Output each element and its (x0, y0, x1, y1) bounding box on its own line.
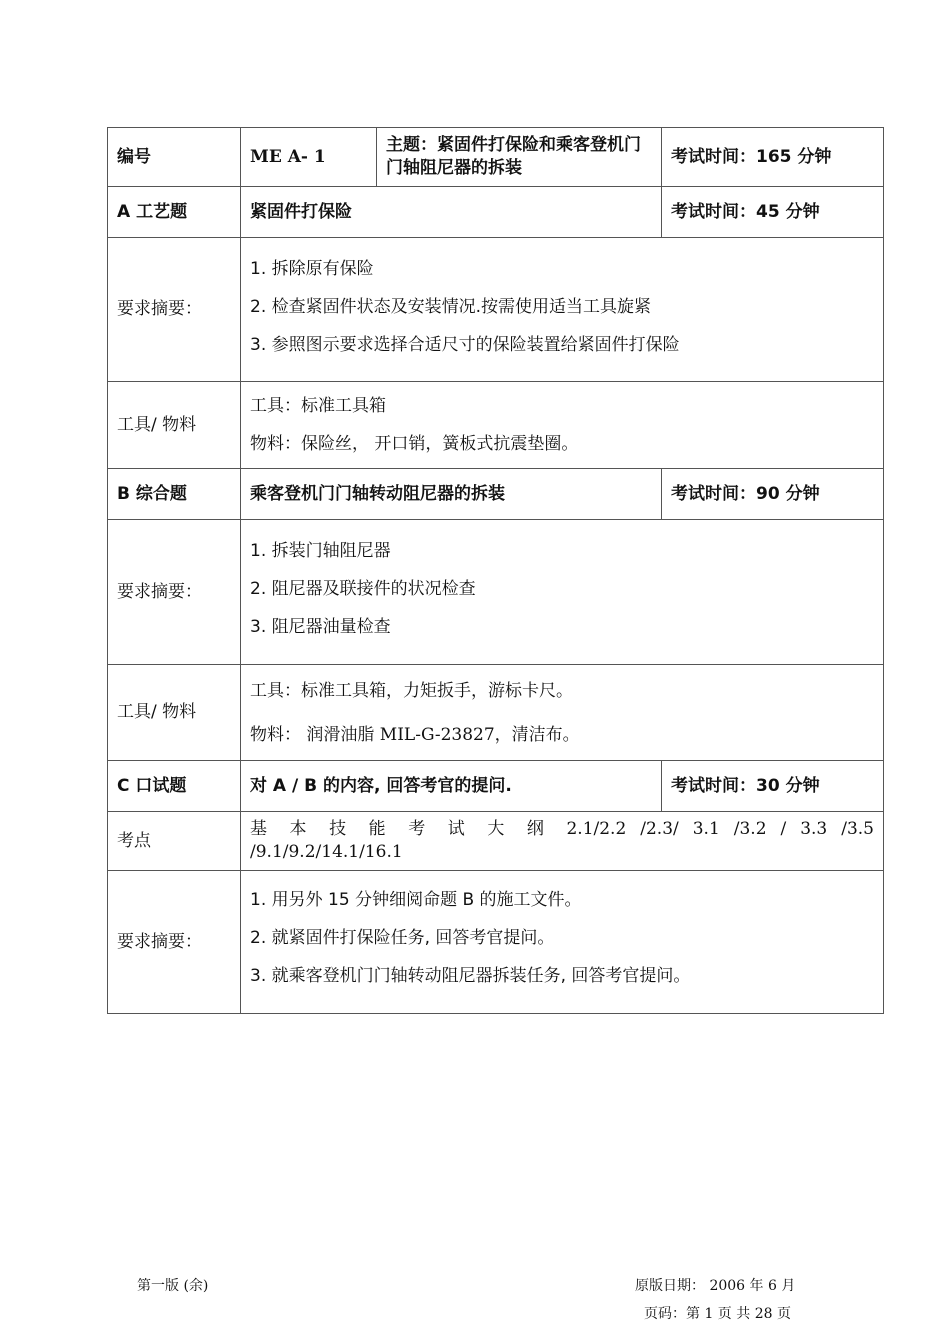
points-line-2: /9.1/9.2/14.1/16.1 (250, 842, 403, 862)
list-item: 3. 阻尼器油量检查 (250, 617, 391, 637)
section-c-points (241, 812, 884, 871)
section-b-tools-row (108, 665, 884, 761)
materials-text: 物料： 润滑油脂 MIL-G-23827，清洁布。 (250, 724, 580, 745)
materials-text: 物料：保险丝， 开口销，簧板式抗震垫圈。 (250, 434, 579, 454)
section-a-label: A 工艺题 (108, 187, 241, 238)
list-item: 2. 检查紧固件状态及安装情况.按需使用适当工具旋紧 (250, 297, 652, 317)
section-b-tools-label: 工具/ 物料 (108, 665, 241, 761)
list-item: 2. 就紧固件打保险任务, 回答考官提问。 (250, 928, 555, 948)
section-a-row (108, 187, 884, 238)
footer-date: 原版日期： 2006 年 6 月 (635, 1278, 796, 1294)
section-a-time: 考试时间：45 分钟 (662, 187, 884, 238)
footer-edition: 第一版 (余) (137, 1278, 209, 1294)
section-c-points-label: 考点 (108, 812, 241, 871)
section-c-label: C 口试题 (108, 761, 241, 812)
points-line-1: 基 本 技 能 考 试 大 纲 2.1/2.2 /2.3/ 3.1 /3.2 / 3.3 /3.5 (250, 819, 874, 840)
section-c-req-label: 要求摘要： (108, 871, 241, 1014)
section-b-req-list (241, 520, 884, 665)
section-a-title: 紧固件打保险 (241, 187, 662, 238)
code-label: 编号 (108, 128, 241, 187)
list-item: 2. 阻尼器及联接件的状况检查 (250, 579, 476, 599)
footer-page-number: 页码：第 1 页 共 28 页 (644, 1306, 791, 1322)
section-c-req-list (241, 871, 884, 1014)
section-b-tools-cell (241, 665, 884, 761)
section-b-time: 考试时间：90 分钟 (662, 469, 884, 520)
list-item: 3. 参照图示要求选择合适尺寸的保险装置给紧固件打保险 (250, 335, 680, 355)
list-item: 3. 就乘客登机门门轴转动阻尼器拆装任务, 回答考官提问。 (250, 966, 691, 986)
section-c-points-row (108, 812, 884, 871)
section-a-req-list (241, 238, 884, 382)
section-b-title: 乘客登机门门轴转动阻尼器的拆装 (241, 469, 662, 520)
section-b-requirements-row (108, 520, 884, 665)
total-time: 考试时间：165 分钟 (662, 128, 884, 187)
tools-text: 工具：标准工具箱，力矩扳手，游标卡尺。 (250, 680, 573, 701)
list-item: 1. 拆装门轴阻尼器 (250, 541, 391, 561)
list-item: 1. 用另外 15 分钟细阅命题 B 的施工文件。 (250, 890, 582, 910)
section-c-requirements-row (108, 871, 884, 1014)
section-c-time: 考试时间：30 分钟 (662, 761, 884, 812)
section-a-tools-label: 工具/ 物料 (108, 382, 241, 469)
section-c-row (108, 761, 884, 812)
subject: 主题：紧固件打保险和乘客登机门门轴阻尼器的拆装 (377, 128, 662, 187)
section-a-tools-cell (241, 382, 884, 469)
section-a-req-label: 要求摘要： (108, 238, 241, 382)
section-b-req-label: 要求摘要： (108, 520, 241, 665)
exam-table (107, 127, 884, 1014)
section-c-title: 对 A / B 的内容, 回答考官的提问. (241, 761, 662, 812)
code-value: ME A- 1 (241, 128, 377, 187)
section-b-row (108, 469, 884, 520)
section-b-label: B 综合题 (108, 469, 241, 520)
section-a-tools-row (108, 382, 884, 469)
header-row (108, 128, 884, 187)
section-a-requirements-row (108, 238, 884, 382)
list-item: 1. 拆除原有保险 (250, 259, 374, 279)
tools-text: 工具：标准工具箱 (250, 396, 386, 416)
